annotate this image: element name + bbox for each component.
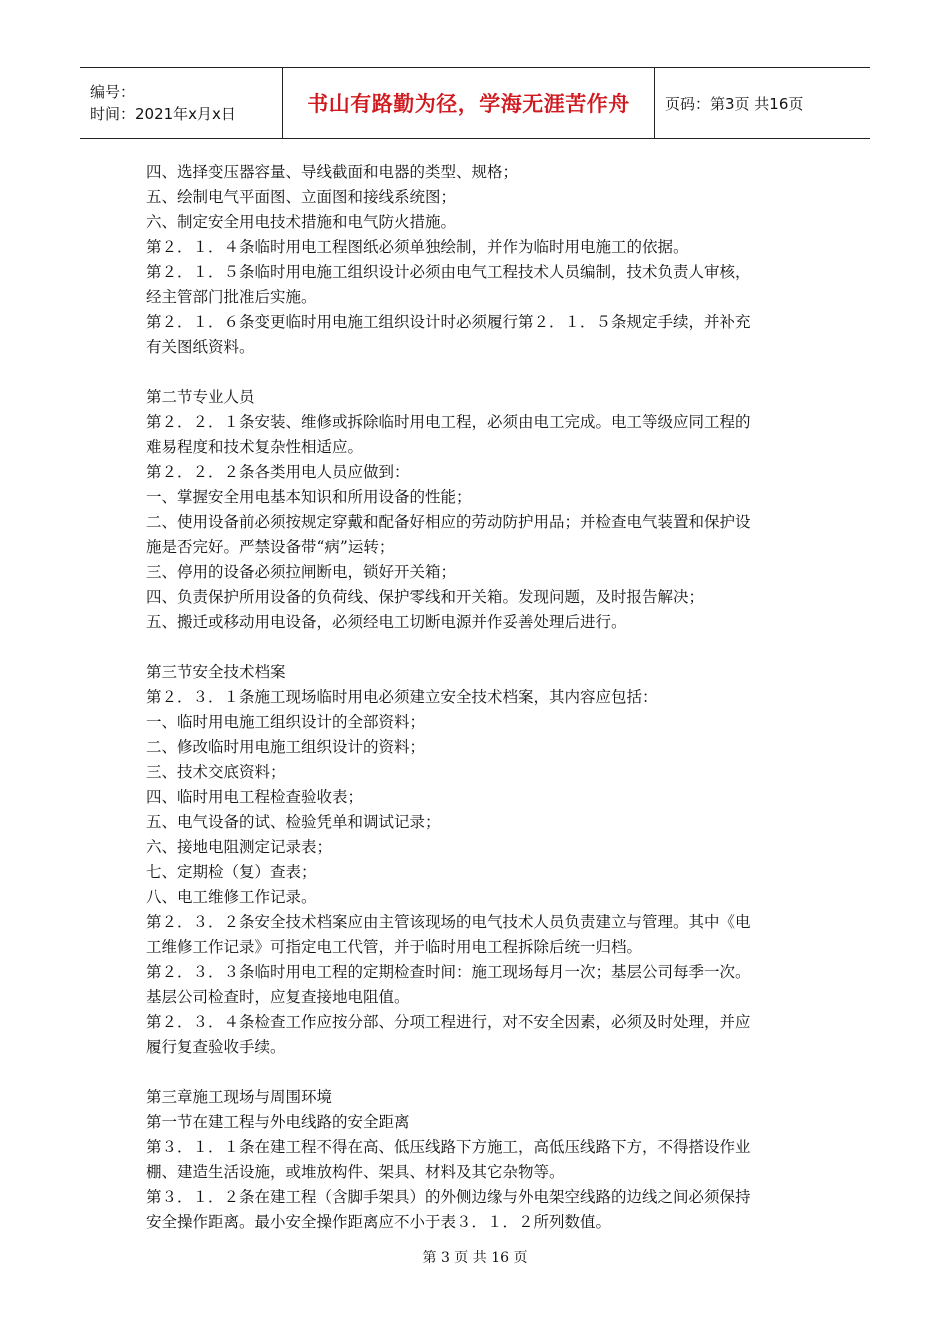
body-line: 第三章施工现场与周围环境 xyxy=(146,1088,333,1106)
body-line: 棚、建造生活设施，或堆放构件、架具、材料及其它杂物等。 xyxy=(146,1163,565,1181)
body-line: 第３．１．１条在建工程不得在高、低压线路下方施工，高低压线路下方，不得搭设作业 xyxy=(146,1138,751,1156)
body-line: 六、制定安全用电技术措施和电气防火措施。 xyxy=(146,213,457,231)
body-line: 第２．３．４条检查工作应按分部、分项工程进行，对不安全因素，必须及时处理，并应 xyxy=(146,1013,751,1031)
body-line: 第二节专业人员 xyxy=(146,388,255,406)
blank-line xyxy=(146,360,818,385)
body-line: 第２．３．２条安全技术档案应由主管该现场的电气技术人员负责建立与管理。其中《电 xyxy=(146,913,751,931)
body-line: 七、定期检（复）查表； xyxy=(146,863,317,881)
header-left-cell xyxy=(80,68,282,138)
header-page-cell xyxy=(655,68,870,138)
body-line: 六、接地电阻测定记录表； xyxy=(146,838,333,856)
body-line: 安全操作距离。最小安全操作距离应不小于表３．１．２所列数值。 xyxy=(146,1213,612,1231)
document-body xyxy=(146,160,818,1235)
body-line: 第２．２．２条各类用电人员应做到： xyxy=(146,463,410,481)
body-line: 一、掌握安全用电基本知识和所用设备的性能； xyxy=(146,488,472,506)
body-line: 四、临时用电工程检查验收表； xyxy=(146,788,364,806)
body-line: 第３．１．２条在建工程（含脚手架具）的外侧边缘与外电架空线路的边线之间必须保持 xyxy=(146,1188,751,1206)
body-line: 五、搬迁或移动用电设备，必须经电工切断电源并作妥善处理后进行。 xyxy=(146,613,627,631)
body-line: 五、电气设备的试、检验凭单和调试记录； xyxy=(146,813,441,831)
body-line: 第２．２．１条安装、维修或拆除临时用电工程，必须由电工完成。电工等级应同工程的 xyxy=(146,413,751,431)
body-line: 第２．１．４条临时用电工程图纸必须单独绘制，并作为临时用电施工的依据。 xyxy=(146,238,689,256)
blank-line xyxy=(146,635,818,660)
page-footer: 第 3 页 共 16 页 xyxy=(422,1250,528,1266)
body-line: 工维修工作记录》可指定电工代管，并于临时用电工程拆除后统一归档。 xyxy=(146,938,643,956)
body-line: 三、技术交底资料； xyxy=(146,763,286,781)
body-line: 一、临时用电施工组织设计的全部资料； xyxy=(146,713,426,731)
motto-text: 书山有路勤为径，学海无涯苦作舟 xyxy=(307,92,630,116)
document-time: 时间：2021年x月x日 xyxy=(90,105,236,123)
body-line: 第２．３．３条临时用电工程的定期检查时间：施工现场每月一次；基层公司每季一次。 xyxy=(146,963,751,981)
body-line: 第２．３．１条施工现场临时用电必须建立安全技术档案，其内容应包括： xyxy=(146,688,658,706)
body-line: 第一节在建工程与外电线路的安全距离 xyxy=(146,1113,410,1131)
body-line: 难易程度和技术复杂性相适应。 xyxy=(146,438,364,456)
document-number-label: 编号： xyxy=(90,83,136,101)
blank-line xyxy=(146,1060,818,1085)
body-line: 基层公司检查时，应复查接地电阻值。 xyxy=(146,988,410,1006)
header-motto-cell xyxy=(282,68,655,138)
body-line: 八、电工维修工作记录。 xyxy=(146,888,317,906)
body-line: 二、修改临时用电施工组织设计的资料； xyxy=(146,738,426,756)
document-header xyxy=(80,67,870,139)
body-line: 四、负责保护所用设备的负荷线、保护零线和开关箱。发现问题，及时报告解决； xyxy=(146,588,705,606)
body-line: 第三节安全技术档案 xyxy=(146,663,286,681)
body-line: 有关图纸资料。 xyxy=(146,338,255,356)
body-line: 经主管部门批准后实施。 xyxy=(146,288,317,306)
body-line: 施是否完好。严禁设备带“病”运转； xyxy=(146,538,395,556)
body-line: 第２．１．６条变更临时用电施工组织设计时必须履行第２．１．５条规定手续，并补充 xyxy=(146,313,751,331)
body-line: 履行复查验收手续。 xyxy=(146,1038,286,1056)
body-line: 五、绘制电气平面图、立面图和接线系统图； xyxy=(146,188,457,206)
body-line: 四、选择变压器容量、导线截面和电器的类型、规格； xyxy=(146,163,519,181)
page-code: 页码：第3页 共16页 xyxy=(665,94,804,113)
body-line: 第２．１．５条临时用电施工组织设计必须由电气工程技术人员编制，技术负责人审核， xyxy=(146,263,751,281)
body-line: 二、使用设备前必须按规定穿戴和配备好相应的劳动防护用品；并检查电气装置和保护设 xyxy=(146,513,751,531)
body-line: 三、停用的设备必须拉闸断电，锁好开关箱； xyxy=(146,563,457,581)
